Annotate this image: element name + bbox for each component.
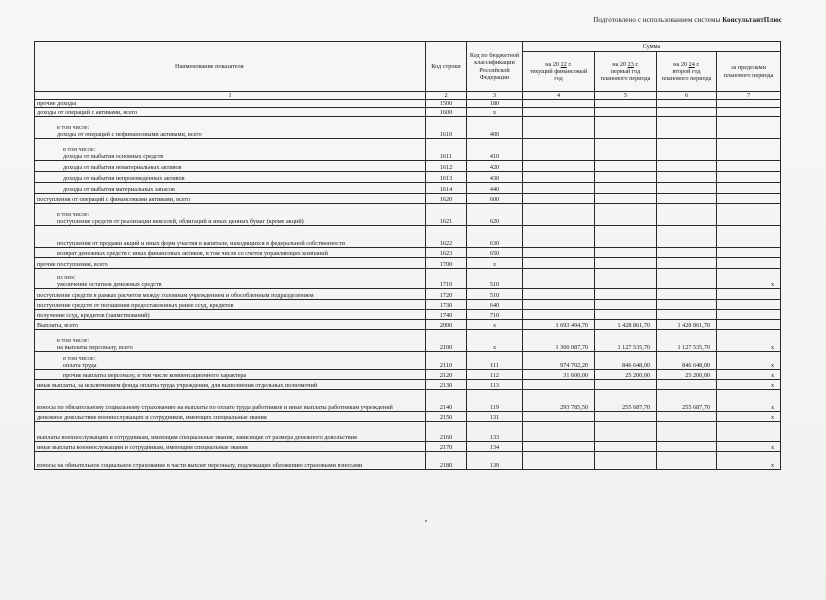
col-number: 5 xyxy=(595,92,657,100)
line-code-cell: 2170 xyxy=(426,442,467,452)
sum-year1-cell xyxy=(523,300,595,310)
scan-speck xyxy=(425,520,427,522)
col-number: 7 xyxy=(717,92,781,100)
header-note xyxy=(593,16,782,24)
line-code-cell: 2100 xyxy=(426,330,467,352)
sum-year3-cell xyxy=(657,204,717,226)
line-code-cell: 1600 xyxy=(426,108,467,117)
sum-year3-cell xyxy=(657,183,717,194)
indicator-name-cell xyxy=(35,100,426,108)
indicator-name-cell xyxy=(35,258,426,269)
indicator-prefix: из них: xyxy=(57,274,76,281)
budget-code-cell: 440 xyxy=(467,183,523,194)
sum-year2-cell xyxy=(595,300,657,310)
sum-year2-cell: 25 200,00 xyxy=(595,370,657,380)
budget-code-cell: 630 xyxy=(467,226,523,248)
year3-prefix: на 20 xyxy=(673,60,688,68)
sum-beyond-cell xyxy=(717,183,781,194)
budget-code-cell: 710 xyxy=(467,310,523,320)
sum-year3-cell: 1 127 535,70 xyxy=(657,330,717,352)
col-header-year3 xyxy=(657,52,717,92)
line-code-cell: 1740 xyxy=(426,310,467,320)
year3-number: 24 xyxy=(688,60,695,68)
line-code-cell: 1610 xyxy=(426,117,467,139)
line-code-cell: 1710 xyxy=(426,269,467,289)
table-row xyxy=(35,183,781,194)
table-row xyxy=(35,194,781,204)
sum-year3-cell xyxy=(657,194,717,204)
indicator-name: иные выплаты военнослужащим и сотрудникам, имеющим специальные звания xyxy=(37,444,248,452)
sum-year3-cell: 25 200,00 xyxy=(657,370,717,380)
indicator-name: Выплаты, всего xyxy=(37,322,79,330)
indicator-name-cell xyxy=(35,320,426,330)
table-row xyxy=(35,352,781,370)
line-code-cell: 1613 xyxy=(426,172,467,183)
sum-beyond-cell xyxy=(717,258,781,269)
year1-number: 22 xyxy=(560,60,567,68)
indicator-name: взносы на обязательное социальное страхование в части выплат персоналу, подлежащих обложению страховыми взносами xyxy=(37,462,363,470)
indicator-name: поступления от операций с финансовыми активами, всего xyxy=(37,196,191,204)
line-code-cell: 1612 xyxy=(426,161,467,172)
sum-year2-cell xyxy=(595,248,657,258)
indicator-name-cell xyxy=(35,422,426,442)
sum-year1-cell xyxy=(523,248,595,258)
indicator-name: поступления от продажи акций и иных форм участия в капитале, находящихся в федеральной собственности xyxy=(57,240,345,248)
indicator-prefix: в том числе: xyxy=(63,146,96,153)
indicator-name: денежное довольствие военнослужащих и сотрудников, имеющих специальные звания xyxy=(37,414,267,422)
sum-year3-cell xyxy=(657,172,717,183)
budget-code-cell: х xyxy=(467,108,523,117)
sum-year1-cell xyxy=(523,226,595,248)
sum-year2-cell xyxy=(595,310,657,320)
budget-code-cell: 640 xyxy=(467,300,523,310)
sum-year1-cell xyxy=(523,139,595,161)
indicator-name: поступление средств от погашения предоставленных ранее ссуд, кредитов xyxy=(37,302,234,310)
header-note-brand: КонсультантПлюс xyxy=(722,16,782,24)
sum-year1-cell: 974 702,20 xyxy=(523,352,595,370)
sum-year1-cell xyxy=(523,100,595,108)
sum-year1-cell xyxy=(523,172,595,183)
line-code-cell: 1611 xyxy=(426,139,467,161)
year2-caption: первый год планового периода xyxy=(600,67,651,83)
indicator-name-cell xyxy=(35,172,426,183)
budget-code-cell: 113 xyxy=(467,380,523,390)
indicator-name: получение ссуд, кредитов (заимствований) xyxy=(37,312,150,320)
sum-beyond-cell xyxy=(717,320,781,330)
sum-year1-cell xyxy=(523,412,595,422)
line-code-cell: 1700 xyxy=(426,258,467,269)
sum-year1-cell xyxy=(523,422,595,442)
sum-year2-cell xyxy=(595,183,657,194)
sum-year1-cell xyxy=(523,194,595,204)
sum-beyond-cell: х xyxy=(717,352,781,370)
sum-year2-cell: 1 127 535,70 xyxy=(595,330,657,352)
sum-year3-cell xyxy=(657,380,717,390)
indicator-name-cell xyxy=(35,248,426,258)
sum-year1-cell xyxy=(523,310,595,320)
year1-suffix: г. xyxy=(568,60,572,68)
table-row xyxy=(35,300,781,310)
sum-year3-cell xyxy=(657,108,717,117)
sum-year3-cell xyxy=(657,442,717,452)
table-row xyxy=(35,117,781,139)
sum-year1-cell: 31 600,00 xyxy=(523,370,595,380)
sum-beyond-cell: х xyxy=(717,330,781,352)
line-code-cell: 1623 xyxy=(426,248,467,258)
sum-beyond-cell: х xyxy=(717,452,781,470)
sum-year3-cell xyxy=(657,258,717,269)
sum-year1-cell: 1 693 494,70 xyxy=(523,320,595,330)
sum-year2-cell: 255 687,70 xyxy=(595,390,657,412)
col-header-year1 xyxy=(523,52,595,92)
sum-year2-cell xyxy=(595,226,657,248)
sum-year3-cell: 255 687,70 xyxy=(657,390,717,412)
table-body xyxy=(35,100,781,470)
col-number: 2 xyxy=(426,92,467,100)
sum-year1-cell xyxy=(523,452,595,470)
sum-year2-cell xyxy=(595,117,657,139)
indicator-name-cell xyxy=(35,452,426,470)
header-note-text: Подготовлено с использованием системы xyxy=(593,16,721,24)
sum-beyond-cell xyxy=(717,100,781,108)
indicator-name-cell xyxy=(35,117,426,139)
budget-code-cell: 133 xyxy=(467,422,523,442)
indicator-prefix: в том числе: xyxy=(57,124,90,131)
line-code-cell: 2110 xyxy=(426,352,467,370)
line-code-cell: 1614 xyxy=(426,183,467,194)
budget-code-cell: 420 xyxy=(467,161,523,172)
indicator-prefix: в том числе: xyxy=(57,337,90,344)
sum-beyond-cell xyxy=(717,289,781,300)
sum-year2-cell: 1 428 861,70 xyxy=(595,320,657,330)
col-number: 4 xyxy=(523,92,595,100)
budget-code-cell: 510 xyxy=(467,289,523,300)
table-row xyxy=(35,380,781,390)
line-code-cell: 1500 xyxy=(426,100,467,108)
indicator-name-cell xyxy=(35,310,426,320)
sum-beyond-cell xyxy=(717,161,781,172)
table-row xyxy=(35,422,781,442)
sum-year1-cell xyxy=(523,442,595,452)
column-number-row xyxy=(35,92,781,100)
col-number: 6 xyxy=(657,92,717,100)
indicator-name-cell xyxy=(35,370,426,380)
table-row xyxy=(35,258,781,269)
sum-year3-cell xyxy=(657,117,717,139)
table-row xyxy=(35,289,781,300)
col-header-year2 xyxy=(595,52,657,92)
sum-beyond-cell xyxy=(717,422,781,442)
line-code-cell: 2150 xyxy=(426,412,467,422)
sum-beyond-cell xyxy=(717,172,781,183)
line-code-cell: 2160 xyxy=(426,422,467,442)
sum-beyond-cell xyxy=(717,139,781,161)
sum-year3-cell: 1 428 861,70 xyxy=(657,320,717,330)
sum-year2-cell xyxy=(595,380,657,390)
sum-beyond-cell: х xyxy=(717,380,781,390)
sum-year2-cell xyxy=(595,258,657,269)
budget-code-cell: 139 xyxy=(467,452,523,470)
budget-code-cell: 134 xyxy=(467,442,523,452)
table-row xyxy=(35,412,781,422)
sum-beyond-cell xyxy=(717,226,781,248)
sum-year2-cell xyxy=(595,172,657,183)
indicator-name-cell xyxy=(35,289,426,300)
indicator-name: поступление средств от реализации векселей, облигаций и иных ценных бумаг (кроме акций) xyxy=(57,218,304,226)
sum-year2-cell xyxy=(595,194,657,204)
indicator-name-cell xyxy=(35,330,426,352)
sum-year1-cell xyxy=(523,117,595,139)
year1-prefix: на 20 xyxy=(545,60,560,68)
indicator-name-cell xyxy=(35,183,426,194)
sum-year1-cell xyxy=(523,161,595,172)
indicator-name-cell xyxy=(35,139,426,161)
sum-beyond-cell xyxy=(717,204,781,226)
budget-code-cell: 111 xyxy=(467,352,523,370)
indicator-name-cell xyxy=(35,300,426,310)
sum-beyond-cell xyxy=(717,117,781,139)
indicator-name-cell xyxy=(35,226,426,248)
indicator-name-cell xyxy=(35,380,426,390)
sum-year1-cell xyxy=(523,183,595,194)
sum-year2-cell xyxy=(595,161,657,172)
sum-beyond-cell xyxy=(717,248,781,258)
sum-year2-cell xyxy=(595,422,657,442)
financial-plan-table xyxy=(34,41,781,470)
sum-year3-cell xyxy=(657,226,717,248)
table-row xyxy=(35,161,781,172)
sum-year1-cell xyxy=(523,204,595,226)
table-row xyxy=(35,269,781,289)
indicator-name: увеличение остатков денежных средств xyxy=(57,281,162,289)
budget-code-cell: 600 xyxy=(467,194,523,204)
sum-year1-cell: 293 785,50 xyxy=(523,390,595,412)
sum-beyond-cell xyxy=(717,108,781,117)
sum-beyond-cell: х xyxy=(717,442,781,452)
year3-suffix: г. xyxy=(696,60,700,68)
indicator-name-cell xyxy=(35,269,426,289)
budget-code-cell: 650 xyxy=(467,248,523,258)
indicator-name: на выплаты персоналу, всего xyxy=(57,344,133,352)
budget-code-cell: 180 xyxy=(467,100,523,108)
line-code-cell: 1620 xyxy=(426,194,467,204)
table-row xyxy=(35,390,781,412)
indicator-name: поступление средств в рамках расчетов между головным учреждением и обособленным подразделением xyxy=(37,292,314,300)
table-row xyxy=(35,370,781,380)
sum-year1-cell xyxy=(523,108,595,117)
sum-beyond-cell xyxy=(717,310,781,320)
table-row xyxy=(35,204,781,226)
indicator-name-cell xyxy=(35,161,426,172)
sum-year2-cell xyxy=(595,100,657,108)
indicator-name-cell xyxy=(35,352,426,370)
indicator-prefix: в том числе: xyxy=(63,355,96,362)
line-code-cell: 2130 xyxy=(426,380,467,390)
indicator-name-cell xyxy=(35,204,426,226)
sum-year2-cell xyxy=(595,269,657,289)
table-row xyxy=(35,442,781,452)
line-code-cell: 2140 xyxy=(426,390,467,412)
sum-year1-cell: 1 300 087,70 xyxy=(523,330,595,352)
sum-year2-cell xyxy=(595,452,657,470)
sum-year1-cell xyxy=(523,269,595,289)
table-row xyxy=(35,452,781,470)
line-code-cell: 2000 xyxy=(426,320,467,330)
sum-year3-cell xyxy=(657,161,717,172)
sum-year3-cell xyxy=(657,452,717,470)
sum-year3-cell xyxy=(657,289,717,300)
sum-beyond-cell: х xyxy=(717,370,781,380)
indicator-name-cell xyxy=(35,108,426,117)
indicator-name-cell xyxy=(35,194,426,204)
indicator-name-cell xyxy=(35,412,426,422)
budget-code-cell: 620 xyxy=(467,204,523,226)
sum-beyond-cell: х xyxy=(717,412,781,422)
table-row xyxy=(35,100,781,108)
year2-prefix: на 20 xyxy=(612,60,627,68)
indicator-name: доходы от выбытия непроизведенных активов xyxy=(63,175,185,183)
sum-year3-cell: 846 648,00 xyxy=(657,352,717,370)
line-code-cell: 2180 xyxy=(426,452,467,470)
year3-caption: второй год планового периода xyxy=(661,67,712,83)
sum-year1-cell xyxy=(523,258,595,269)
sum-beyond-cell xyxy=(717,194,781,204)
budget-code-cell: 119 xyxy=(467,390,523,412)
sum-year1-cell xyxy=(523,380,595,390)
indicator-name: доходы от выбытия основных средств xyxy=(63,153,164,161)
table-row xyxy=(35,108,781,117)
line-code-cell: 2120 xyxy=(426,370,467,380)
indicator-name: прочие выплаты персоналу, в том числе компенсационного характера xyxy=(63,372,247,380)
sum-year3-cell xyxy=(657,422,717,442)
sum-year1-cell xyxy=(523,289,595,300)
indicator-name: доходы от выбытия нематериальных активов xyxy=(63,164,182,172)
table-row xyxy=(35,226,781,248)
sum-year3-cell xyxy=(657,310,717,320)
sum-year2-cell: 846 648,00 xyxy=(595,352,657,370)
col-header-code: Код строки xyxy=(426,42,467,92)
budget-code-cell: 510 xyxy=(467,269,523,289)
sum-year2-cell xyxy=(595,289,657,300)
table-row xyxy=(35,330,781,352)
sum-year3-cell xyxy=(657,139,717,161)
line-code-cell: 1621 xyxy=(426,204,467,226)
indicator-name: прочие поступления, всего xyxy=(37,261,108,269)
sum-year3-cell xyxy=(657,412,717,422)
indicator-name: доходы от операций с активами, всего xyxy=(37,109,138,117)
sum-year2-cell xyxy=(595,204,657,226)
indicator-name: взносы по обязательному социальному страхованию на выплаты по оплате труда работников и иные выплаты работникам учреждений xyxy=(37,404,393,412)
table-row xyxy=(35,172,781,183)
budget-code-cell: 112 xyxy=(467,370,523,380)
indicator-name: доходы от выбытия материальных запасов xyxy=(63,186,175,194)
col-header-beyond: за пределами планового периода xyxy=(717,52,781,92)
sum-year3-cell xyxy=(657,269,717,289)
col-header-sum: Сумма xyxy=(523,42,781,52)
indicator-name-cell xyxy=(35,390,426,412)
indicator-prefix: в том числе: xyxy=(57,211,90,218)
col-number: 3 xyxy=(467,92,523,100)
sum-year2-cell xyxy=(595,412,657,422)
sum-beyond-cell xyxy=(717,300,781,310)
year1-caption: текущий финансовый год xyxy=(529,67,588,83)
table-row xyxy=(35,320,781,330)
col-number: 1 xyxy=(35,92,426,100)
sum-beyond-cell: х xyxy=(717,390,781,412)
budget-code-cell: х xyxy=(467,330,523,352)
budget-code-cell: 410 xyxy=(467,139,523,161)
line-code-cell: 1720 xyxy=(426,289,467,300)
table-row xyxy=(35,248,781,258)
year2-number: 23 xyxy=(627,60,634,68)
table-row xyxy=(35,310,781,320)
budget-code-cell: х xyxy=(467,320,523,330)
sum-year3-cell xyxy=(657,248,717,258)
budget-code-cell: 400 xyxy=(467,117,523,139)
indicator-name: иные выплаты, за исключением фонда оплаты труда учреждения, для выполнения отдельных полномочий xyxy=(37,382,318,390)
indicator-name-cell xyxy=(35,442,426,452)
year2-suffix: г. xyxy=(635,60,639,68)
sum-year2-cell xyxy=(595,442,657,452)
sum-year3-cell xyxy=(657,300,717,310)
line-code-cell: 1730 xyxy=(426,300,467,310)
indicator-name: прочие доходы xyxy=(37,100,77,108)
col-header-budget-code: Код по бюджетной классификации Российской Федерации xyxy=(467,42,523,92)
header-row-1 xyxy=(35,42,781,52)
table-row xyxy=(35,139,781,161)
line-code-cell: 1622 xyxy=(426,226,467,248)
sum-beyond-cell: х xyxy=(717,269,781,289)
indicator-name: выплаты военнослужащим и сотрудникам, имеющим специальные звания, зависящие от размера денежного довольствия xyxy=(37,434,357,442)
budget-code-cell: х xyxy=(467,258,523,269)
budget-code-cell: 131 xyxy=(467,412,523,422)
col-header-name: Наименование показателя xyxy=(35,42,426,92)
budget-code-cell: 430 xyxy=(467,172,523,183)
indicator-name: доходы от операций с нефинансовыми активами, всего xyxy=(57,131,202,139)
indicator-name: возврат денежных средств с иных финансовых активов, в том числе со счетов управляющих компаний xyxy=(57,250,328,258)
sum-year2-cell xyxy=(595,139,657,161)
sum-year3-cell xyxy=(657,100,717,108)
indicator-name: оплата труда xyxy=(63,362,97,370)
sum-year2-cell xyxy=(595,108,657,117)
